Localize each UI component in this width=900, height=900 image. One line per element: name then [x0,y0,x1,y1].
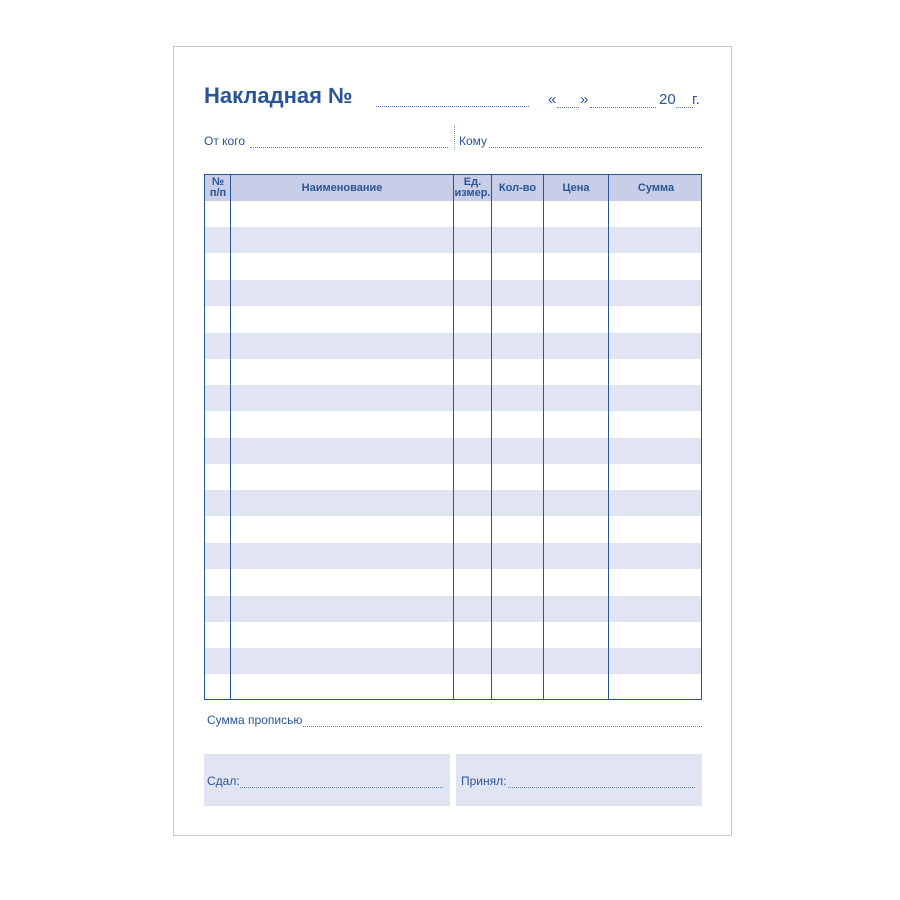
items-table [204,174,702,700]
invoice-number-field[interactable] [376,106,529,107]
amount-in-words-field[interactable] [303,726,702,727]
column-header-quantity: Кол-во [498,181,537,194]
column-divider [543,175,544,699]
handed-over-label: Сдал: [207,774,240,788]
from-label: От кого [204,134,246,148]
date-open-quote: « [548,91,557,108]
handed-over-signature-field[interactable] [240,787,443,788]
date-year-prefix: 20 [659,91,676,108]
to-label: Кому [459,134,488,148]
invoice-title: Накладная № [204,83,353,108]
date-year-field[interactable] [676,107,693,108]
from-field[interactable] [250,147,448,148]
column-header-price: Цена [562,181,590,194]
received-signature-field[interactable] [508,787,695,788]
date-year-suffix: г. [692,91,700,108]
column-header-number: № п/п [209,176,227,199]
to-field[interactable] [489,147,702,148]
from-to-divider [454,126,455,150]
column-divider [230,175,231,699]
amount-in-words-label: Сумма прописью [207,713,303,727]
date-day-field[interactable] [557,107,579,108]
date-month-field[interactable] [590,107,656,108]
column-divider [491,175,492,699]
column-divider [453,175,454,699]
column-header-name: Наименование [301,181,383,194]
column-header-unit: Ед. измер. [454,176,491,199]
column-divider [608,175,609,699]
handed-over-block [204,754,450,806]
received-block [456,754,702,806]
received-label: Принял: [461,774,507,788]
date-close-quote: » [580,91,589,108]
column-header-sum: Сумма [637,181,675,194]
